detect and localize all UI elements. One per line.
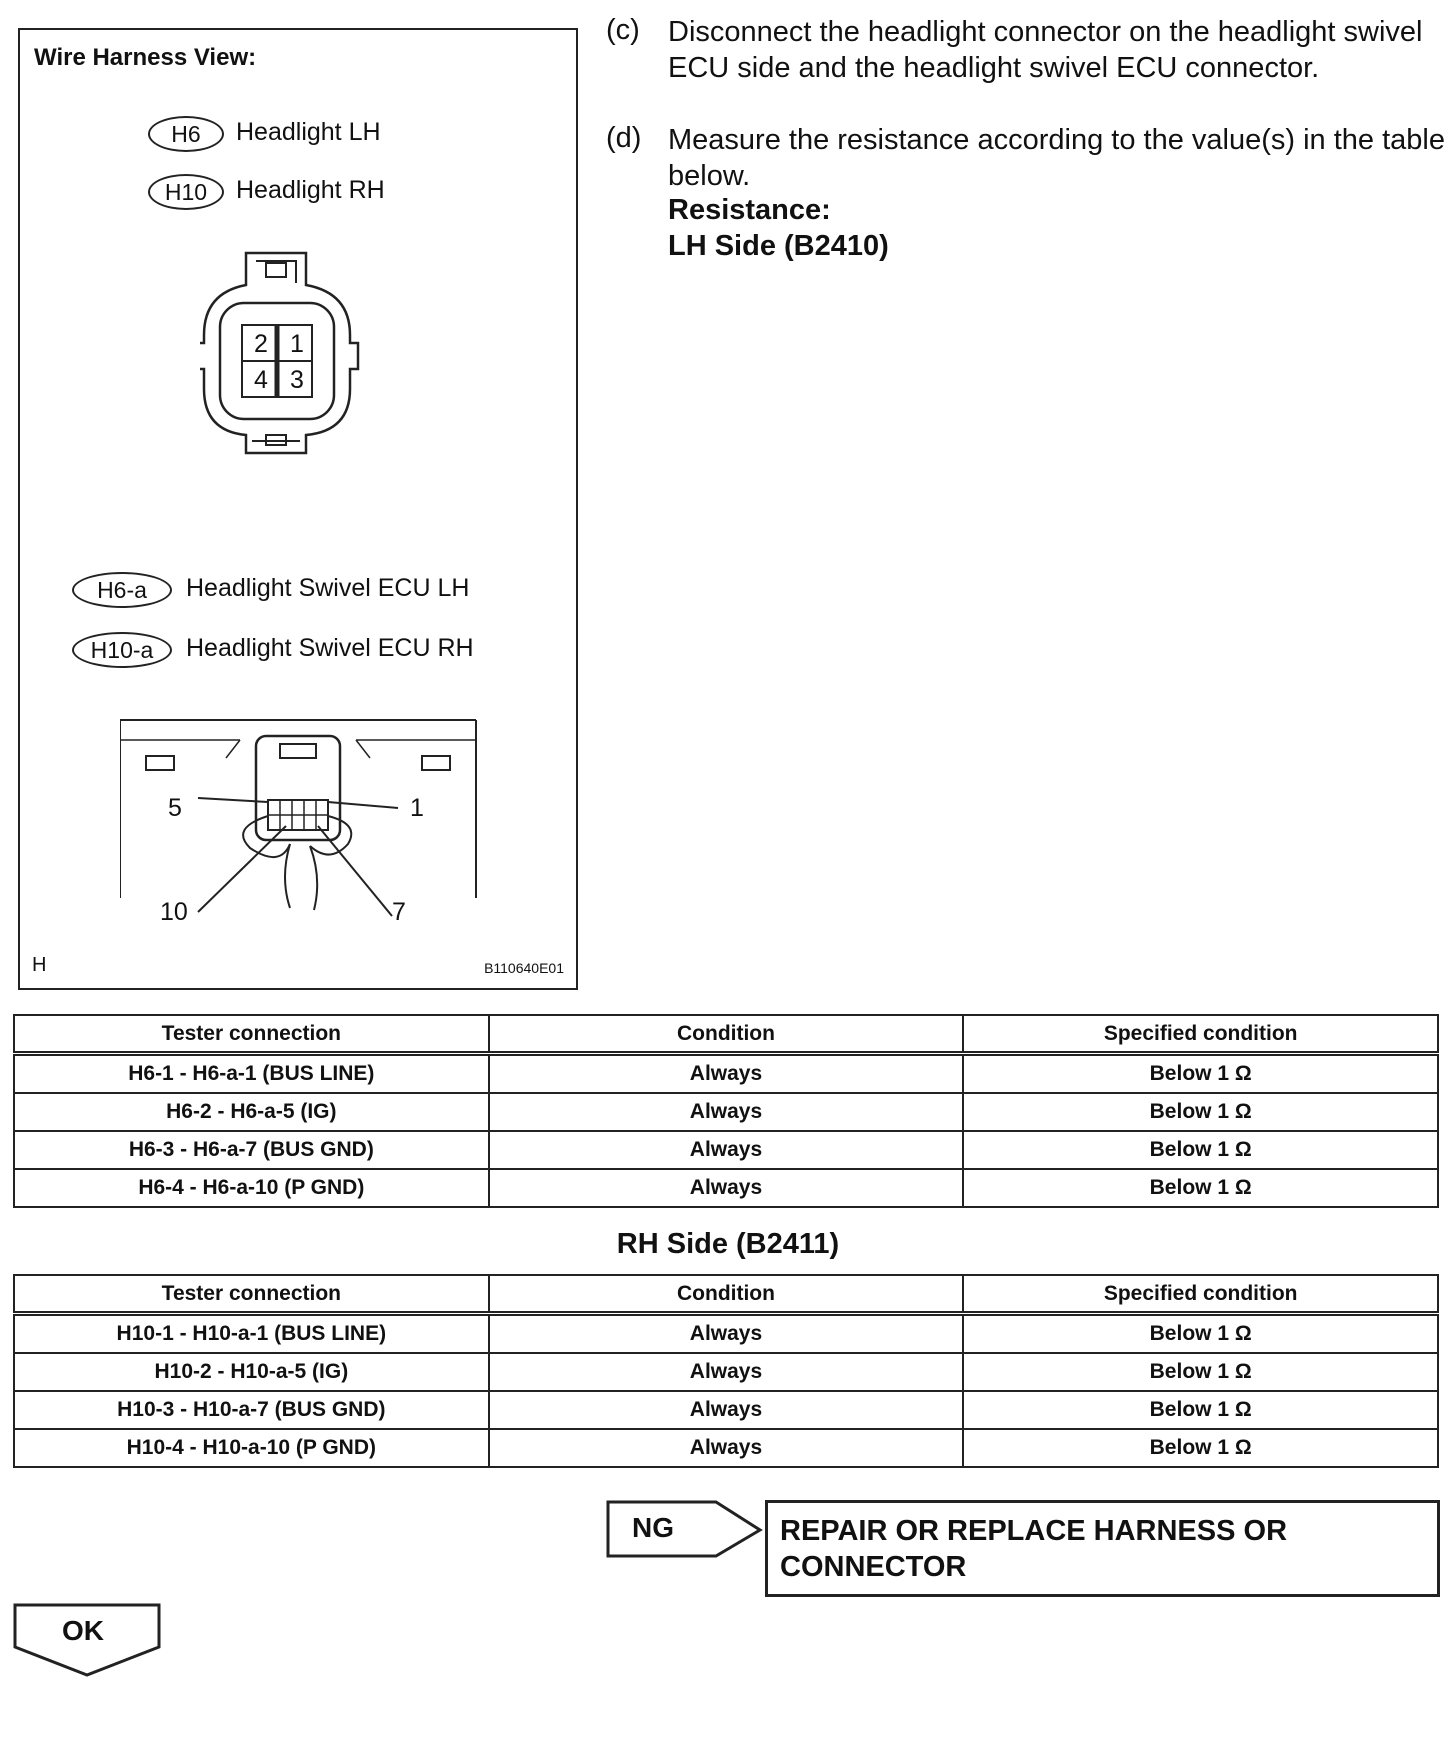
- connector-code-h6: H6: [148, 116, 224, 152]
- table-row: [14, 1391, 1438, 1429]
- connector-pin-3: 3: [290, 366, 304, 394]
- cell-condition: Always: [489, 1131, 964, 1169]
- connector-label-h6: Headlight LH: [236, 118, 381, 146]
- cell-connection: H10-4 - H10-a-10 (P GND): [14, 1429, 489, 1467]
- cell-specified: Below 1 Ω: [963, 1314, 1438, 1354]
- ecu-code-h10a: H10-a: [72, 632, 172, 668]
- cell-condition: Always: [489, 1353, 964, 1391]
- cell-specified: Below 1 Ω: [963, 1093, 1438, 1131]
- cell-condition: Always: [489, 1169, 964, 1207]
- connector-pin-1: 1: [290, 330, 304, 358]
- table-row: [14, 1093, 1438, 1131]
- ecu-label-h10a: Headlight Swivel ECU RH: [186, 634, 474, 662]
- header-tester-connection: Tester connection: [14, 1015, 489, 1054]
- step-c-text: Disconnect the headlight connector on the headlight swivel ECU side and the headlight swivel ECU connector.: [668, 16, 1423, 84]
- connector-pin-4: 4: [254, 366, 268, 394]
- cell-connection: H6-2 - H6-a-5 (IG): [14, 1093, 489, 1131]
- diagram-title: Wire Harness View:: [34, 44, 257, 71]
- table-row: [14, 1131, 1438, 1169]
- ecu-code-h6a: H6-a: [72, 572, 172, 608]
- table-header-row: [14, 1015, 1438, 1054]
- resistance-label: Resistance:: [668, 194, 831, 226]
- ng-label: NG: [632, 1512, 674, 1543]
- cell-connection: H10-3 - H10-a-7 (BUS GND): [14, 1391, 489, 1429]
- cell-connection: H6-1 - H6-a-1 (BUS LINE): [14, 1054, 489, 1094]
- cell-specified: Below 1 Ω: [963, 1131, 1438, 1169]
- header-tester-connection: Tester connection: [14, 1275, 489, 1314]
- step-c-letter: (c): [606, 14, 640, 46]
- connector-label-h10: Headlight RH: [236, 176, 385, 204]
- repair-action-box: REPAIR OR REPLACE HARNESS OR CONNECTOR: [765, 1500, 1440, 1597]
- cell-condition: Always: [489, 1093, 964, 1131]
- table-row: [14, 1429, 1438, 1467]
- ok-label: OK: [62, 1615, 104, 1646]
- step-d-text: Measure the resistance according to the value(s) in the table below.: [668, 124, 1445, 192]
- ecu-pin-1: 1: [410, 794, 424, 822]
- cell-specified: Below 1 Ω: [963, 1054, 1438, 1094]
- ecu-pin-7: 7: [392, 898, 406, 926]
- table-row: [14, 1054, 1438, 1094]
- cell-specified: Below 1 Ω: [963, 1169, 1438, 1207]
- connector-code-h10: H10: [148, 174, 224, 210]
- cell-condition: Always: [489, 1391, 964, 1429]
- header-specified-condition: Specified condition: [963, 1275, 1438, 1314]
- table-row: [14, 1314, 1438, 1354]
- cell-specified: Below 1 Ω: [963, 1353, 1438, 1391]
- corner-label: H: [32, 954, 47, 976]
- cell-specified: Below 1 Ω: [963, 1429, 1438, 1467]
- table-row: [14, 1169, 1438, 1207]
- lh-side-heading: LH Side (B2410): [668, 230, 889, 262]
- figure-id: B110640E01: [484, 960, 564, 976]
- header-condition: Condition: [489, 1275, 964, 1314]
- table-header-row: [14, 1275, 1438, 1314]
- connector-pin-2: 2: [254, 330, 268, 358]
- ecu-pin-5: 5: [168, 794, 182, 822]
- lh-resistance-table: [13, 1014, 1439, 1208]
- cell-condition: Always: [489, 1314, 964, 1354]
- ecu-pin-10: 10: [160, 898, 188, 926]
- cell-condition: Always: [489, 1429, 964, 1467]
- cell-connection: H10-1 - H10-a-1 (BUS LINE): [14, 1314, 489, 1354]
- cell-connection: H6-3 - H6-a-7 (BUS GND): [14, 1131, 489, 1169]
- cell-condition: Always: [489, 1054, 964, 1094]
- rh-resistance-table: [13, 1274, 1439, 1468]
- cell-specified: Below 1 Ω: [963, 1391, 1438, 1429]
- cell-connection: H10-2 - H10-a-5 (IG): [14, 1353, 489, 1391]
- header-specified-condition: Specified condition: [963, 1015, 1438, 1054]
- wire-harness-diagram: [18, 28, 578, 990]
- rh-side-heading: RH Side (B2411): [616, 1228, 840, 1260]
- table-row: [14, 1353, 1438, 1391]
- header-condition: Condition: [489, 1015, 964, 1054]
- cell-connection: H6-4 - H6-a-10 (P GND): [14, 1169, 489, 1207]
- step-d-letter: (d): [606, 122, 642, 154]
- ecu-label-h6a: Headlight Swivel ECU LH: [186, 574, 470, 602]
- ng-arrow-icon: [606, 1500, 764, 1560]
